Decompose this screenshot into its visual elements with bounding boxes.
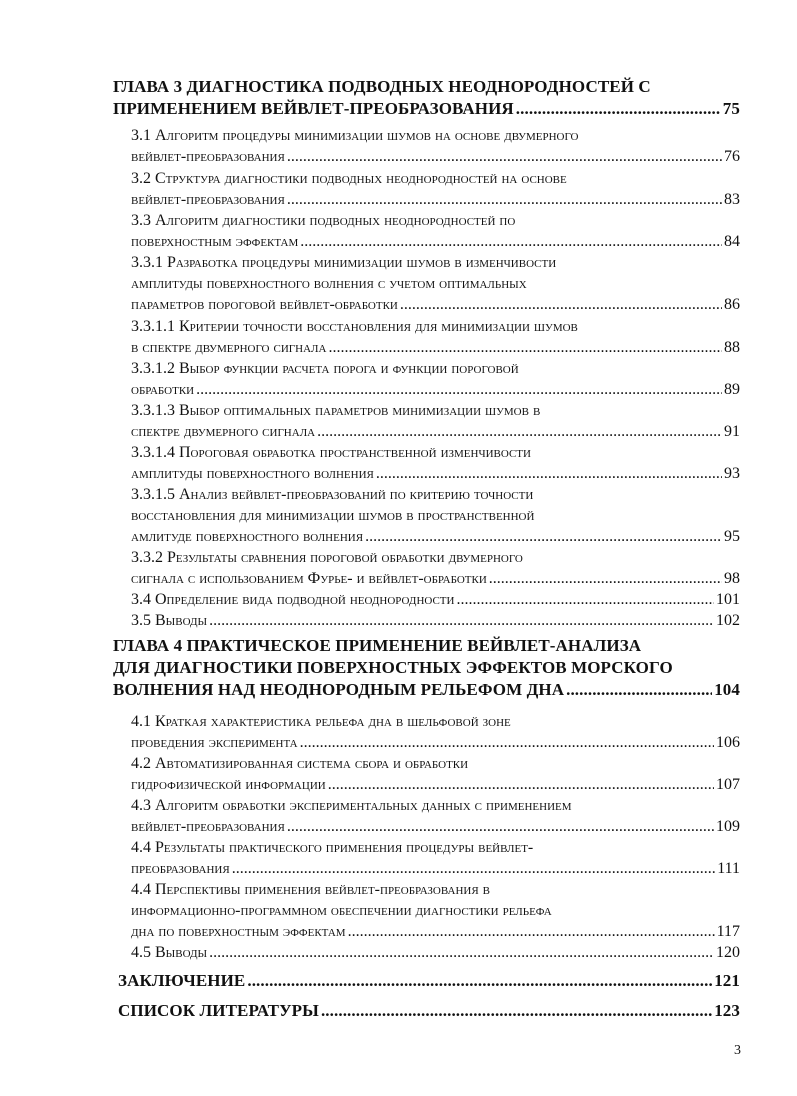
toc-entry-title: вейвлет-преобразования <box>131 148 285 165</box>
toc-line <box>131 463 740 485</box>
toc-line: ГЛАВА 3 ДИАГНОСТИКА ПОДВОДНЫХ НЕОДНОРОДНОСТЕЙ С <box>113 77 651 96</box>
toc-line <box>118 970 740 992</box>
toc-page-number: 107 <box>716 776 740 793</box>
toc-line <box>131 610 740 632</box>
toc-page-number: 111 <box>717 860 740 877</box>
toc-entry-title: вейвлет-преобразования <box>131 818 285 835</box>
toc-page-number: 83 <box>724 191 740 208</box>
toc-entry-title: проведения эксперимента <box>131 734 298 751</box>
toc-line <box>118 1000 740 1022</box>
page-number: 3 <box>734 1043 741 1058</box>
dot-leader <box>348 921 715 943</box>
dot-leader <box>328 774 714 796</box>
toc-page-number: 101 <box>716 591 740 608</box>
dot-leader <box>400 294 722 316</box>
toc-line: 3.3 Алгоритм диагностики подводных неоднородностей по <box>131 212 516 229</box>
toc-line <box>113 98 740 120</box>
dot-leader <box>209 610 714 632</box>
toc-line <box>131 858 740 880</box>
toc-entry-title: 4.5 Выводы <box>131 944 208 961</box>
dot-leader <box>300 231 722 253</box>
toc-line <box>131 774 740 796</box>
dot-leader <box>456 589 714 611</box>
toc-line <box>131 526 740 548</box>
toc-entry-title: поверхностным эффектам <box>131 233 299 250</box>
toc-page-number: 84 <box>724 233 740 250</box>
toc-entry-title: СПИСОК ЛИТЕРАТУРЫ <box>118 1001 319 1020</box>
dot-leader <box>247 970 712 992</box>
dot-leader <box>376 463 722 485</box>
toc-line <box>131 379 740 401</box>
toc-page-number: 75 <box>722 99 740 118</box>
toc-page-number: 121 <box>714 971 740 990</box>
toc-entry-title: спектре двумерного сигнала <box>131 423 316 440</box>
toc-line: 4.2 Автоматизированная система сбора и обработки <box>131 755 469 772</box>
toc-line <box>131 421 740 443</box>
toc-entry-title: в спектре двумерного сигнала <box>131 339 327 356</box>
toc-entry-title: обработки <box>131 381 195 398</box>
dot-leader <box>321 1000 712 1022</box>
toc-line: 4.3 Алгоритм обработки экспериментальных данных с применением <box>131 797 572 814</box>
toc-line: амплитуды поверхностного волнения с учетом оптимальных <box>131 275 527 292</box>
dot-leader <box>287 146 722 168</box>
toc-line <box>131 589 740 611</box>
toc-page-number: 106 <box>716 734 740 751</box>
toc-page-number: 88 <box>724 339 740 356</box>
toc-line: 4.1 Краткая характеристика рельефа дна в шельфовой зоне <box>131 713 511 730</box>
toc-entry-title: ЗАКЛЮЧЕНИЕ <box>118 971 246 990</box>
dot-leader <box>566 679 712 701</box>
dot-leader <box>196 379 722 401</box>
toc-line <box>131 816 740 838</box>
dot-leader <box>365 526 722 548</box>
toc-entry-title: амплитуды поверхностного волнения <box>131 465 374 482</box>
toc-line: 3.1 Алгоритм процедуры минимизации шумов на основе двумерного <box>131 127 579 144</box>
toc-line: 3.2 Структура диагностики подводных неоднородностей на основе <box>131 170 567 187</box>
dot-leader <box>287 816 714 838</box>
dot-leader <box>516 98 721 120</box>
dot-leader <box>317 421 722 443</box>
dot-leader <box>328 337 722 359</box>
toc-entry-title: ВОЛНЕНИЯ НАД НЕОДНОРОДНЫМ РЕЛЬЕФОМ ДНА <box>113 680 565 699</box>
toc-line: восстановления для минимизации шумов в пространственной <box>131 507 535 524</box>
toc-page-number: 120 <box>716 944 740 961</box>
toc-entry-title: гидрофизической информации <box>131 776 326 793</box>
toc-line <box>131 568 740 590</box>
toc-line: 3.3.1.4 Пороговая обработка пространственной изменчивости <box>131 444 531 461</box>
toc-page-number: 117 <box>716 923 740 940</box>
dot-leader <box>232 858 715 880</box>
toc-entry-title: 3.4 Определение вида подводной неоднородности <box>131 591 455 608</box>
toc-line <box>131 337 740 359</box>
toc-line <box>113 679 740 701</box>
toc-line <box>131 189 740 211</box>
toc-line: 3.3.1.3 Выбор оптимальных параметров минимизации шумов в <box>131 402 541 419</box>
toc-page-number: 123 <box>714 1001 740 1020</box>
toc-line <box>131 231 740 253</box>
toc-line: 3.3.1.2 Выбор функции расчета порога и функции пороговой <box>131 360 519 377</box>
toc-line: ДЛЯ ДИАГНОСТИКИ ПОВЕРХНОСТНЫХ ЭФФЕКТОВ МОРСКОГО <box>113 658 673 677</box>
dot-leader <box>287 189 722 211</box>
toc-line <box>131 294 740 316</box>
toc-line <box>131 942 740 964</box>
toc-page-number: 98 <box>724 570 740 587</box>
toc-line: 3.3.1 Разработка процедуры минимизации шумов в изменчивости <box>131 254 557 271</box>
toc-line <box>131 146 740 168</box>
toc-line: 3.3.2 Результаты сравнения пороговой обработки двумерного <box>131 549 523 566</box>
dot-leader <box>489 568 722 590</box>
toc-page-number: 109 <box>716 818 740 835</box>
toc-entry-title: преобразования <box>131 860 230 877</box>
toc-line: ГЛАВА 4 ПРАКТИЧЕСКОЕ ПРИМЕНЕНИЕ ВЕЙВЛЕТ-АНАЛИЗА <box>113 636 642 655</box>
toc-entry-title: амлитуде поверхностного волнения <box>131 528 364 545</box>
toc-entry-title: сигнала с использованием Фурье- и вейвлет-обработки <box>131 570 487 587</box>
toc-page-number: 93 <box>724 465 740 482</box>
toc-page-number: 91 <box>724 423 740 440</box>
toc-line: 4.4 Результаты практического применения процедуры вейвлет- <box>131 839 534 856</box>
toc-entry-title: ПРИМЕНЕНИЕМ ВЕЙВЛЕТ-ПРЕОБРАЗОВАНИЯ <box>113 99 514 118</box>
toc-entry-title: 3.5 Выводы <box>131 612 208 629</box>
toc-line <box>131 732 740 754</box>
dot-leader <box>209 942 714 964</box>
toc-page-number: 86 <box>724 296 740 313</box>
toc-line: 3.3.1.5 Анализ вейвлет-преобразований по критерию точности <box>131 486 534 503</box>
toc-line <box>131 921 740 943</box>
toc-page-number: 104 <box>714 680 740 699</box>
dot-leader <box>300 732 714 754</box>
toc-line: 3.3.1.1 Критерии точности восстановления для минимизации шумов <box>131 318 578 335</box>
toc-page-number: 102 <box>716 612 740 629</box>
toc-entry-title: дна по поверхностным эффектам <box>131 923 346 940</box>
toc-page-number: 89 <box>724 381 740 398</box>
toc-page-number: 76 <box>724 148 740 165</box>
toc-entry-title: вейвлет-преобразования <box>131 191 285 208</box>
toc-entry-title: параметров пороговой вейвлет-обработки <box>131 296 398 313</box>
toc-line: 4.4 Перспективы применения вейвлет-преобразования в <box>131 881 491 898</box>
toc-line: информационно-программном обеспечении диагностики рельефа <box>131 902 552 919</box>
toc-page-number: 95 <box>724 528 740 545</box>
